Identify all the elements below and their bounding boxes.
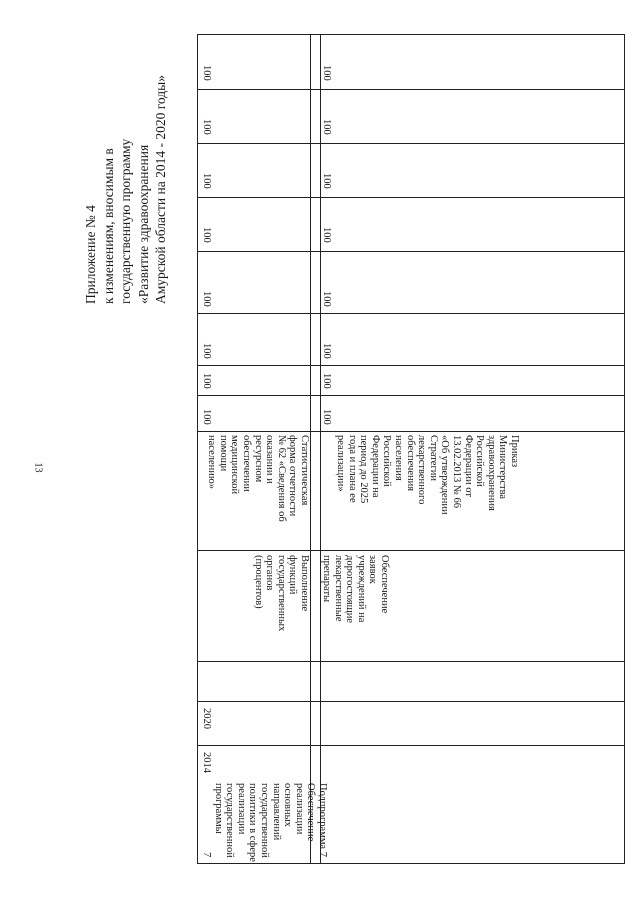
value-cell: 100 — [321, 409, 332, 425]
value-cell: 100 — [321, 119, 332, 135]
source-cell: Приказ Министерства здравоохранения Российской Федерации от 13.02.2013 № 66 «Об утверждении Стратегии лекарственного обеспечения населения Российской Федерации на период до 2025 года и плана ее реализации» — [335, 435, 520, 515]
page-number: 13 — [32, 462, 44, 473]
appendix-header — [82, 42, 170, 312]
value-cell: 100 — [201, 65, 212, 81]
value-cell: 100 — [201, 409, 212, 425]
value-cell: 100 — [201, 227, 212, 243]
value-cell: 100 — [321, 343, 332, 359]
indicator-cell: Обеспечение заявок учреждений на дорогостоящие лекарственные препараты — [321, 555, 390, 624]
value-cell: 100 — [321, 173, 332, 189]
header-line: государственную программу — [118, 138, 133, 304]
header-line: Амурской области на 2014 - 2020 годы» — [153, 75, 168, 304]
value-cell: 100 — [201, 343, 212, 359]
value-cell: 100 — [321, 65, 332, 81]
value-cell: 100 — [321, 373, 332, 389]
header-line: «Развитие здравоохранения — [135, 144, 151, 304]
source-cell: Статистическая форма отчетности № 62 «Сведения об оказании и ресурсном обеспечении медицинской помощи населению» — [206, 435, 310, 522]
header-line: к изменениям, вносимым в — [100, 148, 116, 304]
value-cell: 100 — [201, 119, 212, 135]
year-start-cell: 2014 — [201, 752, 212, 773]
row-number-cell: 7 — [201, 852, 212, 858]
subprogram-cell: Подпрограмма 7 Обеспечение реализации основных направлений государственной политики в сфере реализации государственной программы — [212, 783, 328, 862]
year-end-cell: 2020 — [201, 708, 212, 729]
value-cell: 100 — [321, 227, 332, 243]
indicator-cell: Выполнение функций государственных органов (процентов) — [252, 555, 310, 632]
indicators-table — [197, 34, 625, 864]
value-cell: 100 — [321, 291, 332, 307]
header-line: Приложение № 4 — [83, 205, 98, 304]
value-cell: 100 — [201, 291, 212, 307]
value-cell: 100 — [201, 373, 212, 389]
value-cell: 100 — [201, 173, 212, 189]
